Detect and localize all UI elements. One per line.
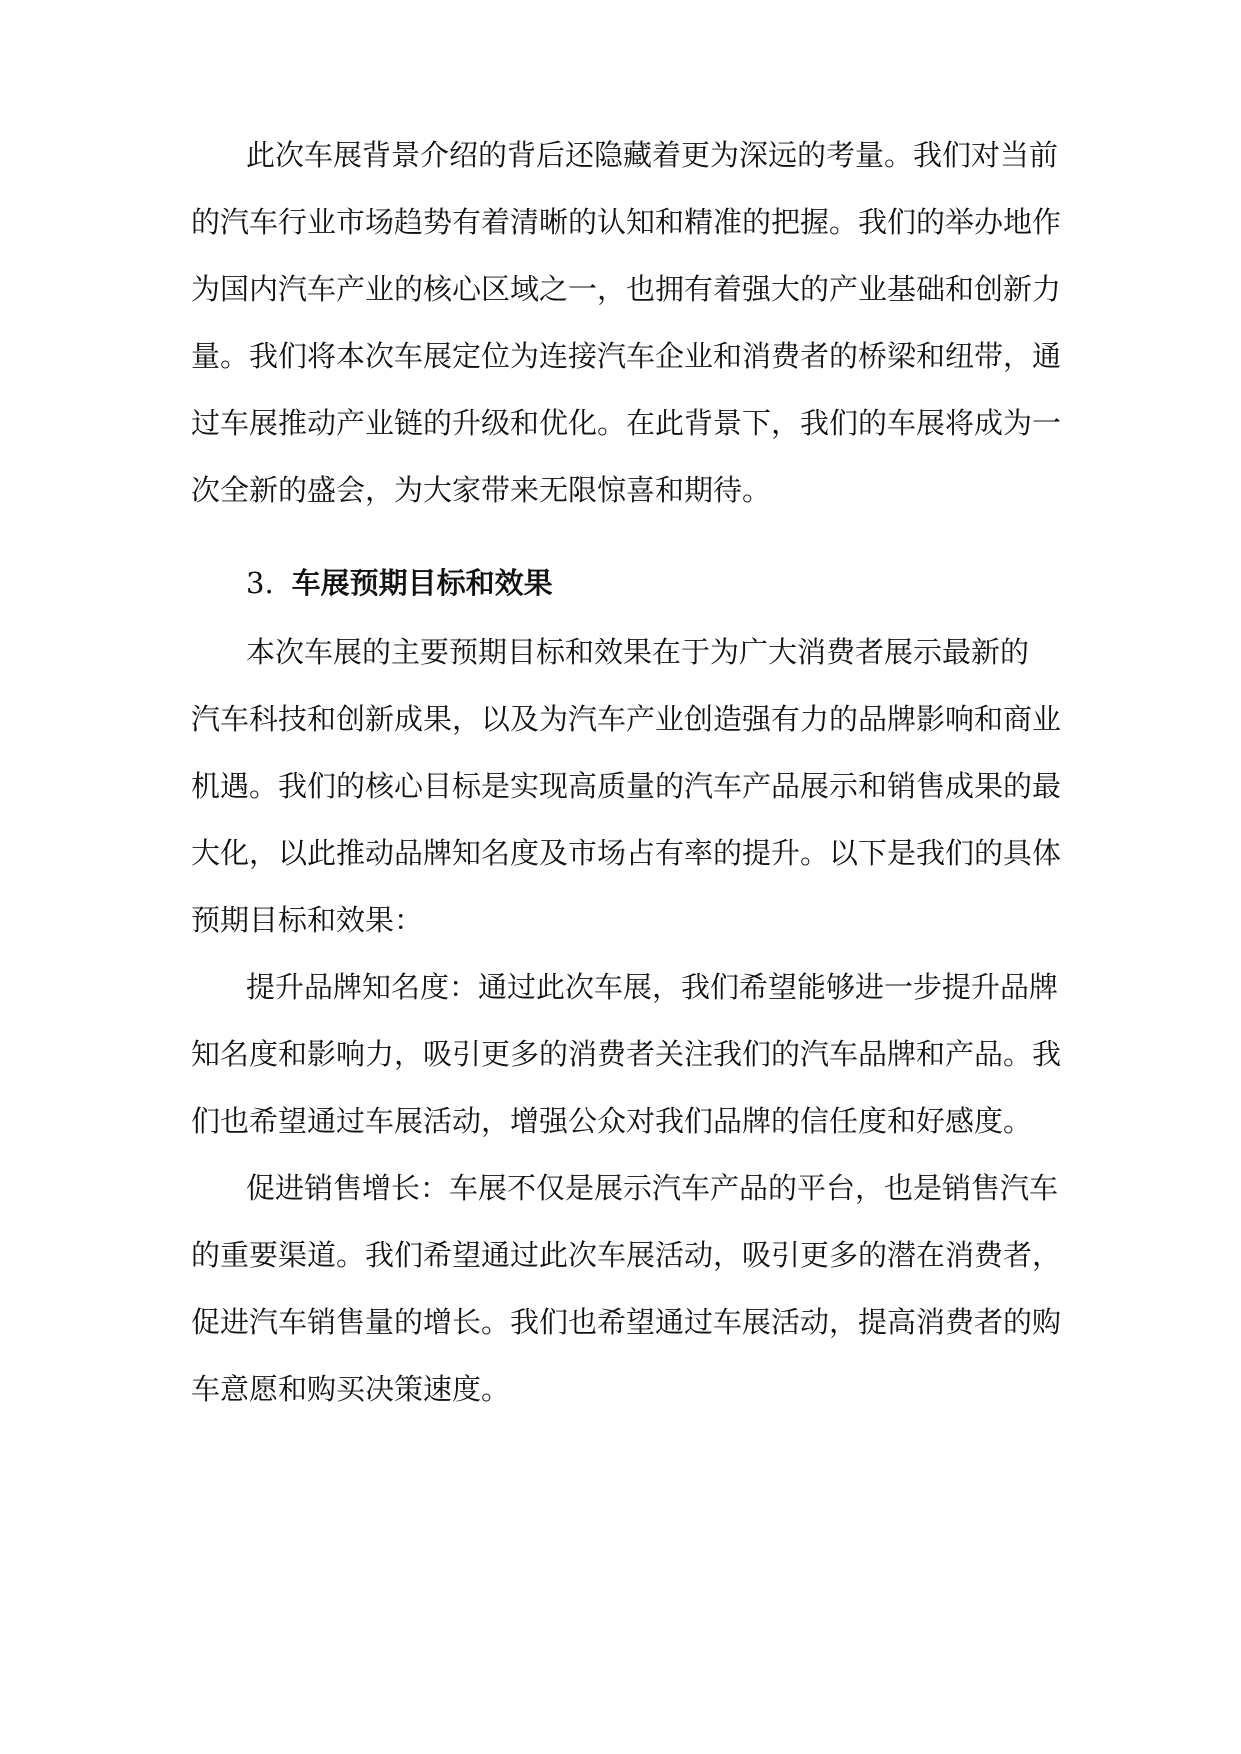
paragraph-1-line-3: 为国内汽车产业的核心区域之一，也拥有着强大的产业基础和创新力 [191, 272, 1062, 306]
paragraph-3-line-3: 们也希望通过车展活动，增强公众对我们品牌的信任度和好感度。 [191, 1104, 1033, 1138]
paragraph-3-line-2: 知名度和影响力，吸引更多的消费者关注我们的汽车品牌和产品。我 [191, 1037, 1062, 1071]
paragraph-3-line-1: 提升品牌知名度：通过此次车展，我们希望能够进一步提升品牌 [246, 970, 1059, 1004]
paragraph-4-line-2: 的重要渠道。我们希望通过此次车展活动，吸引更多的潜在消费者， [191, 1238, 1062, 1272]
section-number: 3. [246, 566, 274, 600]
paragraph-2-line-2: 汽车科技和创新成果，以及为汽车产业创造强有力的品牌影响和商业 [191, 702, 1062, 736]
paragraph-4-line-3: 促进汽车销售量的增长。我们也希望通过车展活动，提高消费者的购 [191, 1305, 1062, 1339]
section-heading [246, 565, 553, 601]
paragraph-1-line-4: 量。我们将本次车展定位为连接汽车企业和消费者的桥梁和纽带，通 [191, 339, 1062, 373]
section-title: 车展预期目标和效果 [291, 566, 553, 600]
paragraph-4-line-1: 促进销售增长：车展不仅是展示汽车产品的平台，也是销售汽车 [246, 1171, 1059, 1205]
paragraph-2-line-3: 机遇。我们的核心目标是实现高质量的汽车产品展示和销售成果的最 [191, 769, 1062, 803]
paragraph-1-line-5: 过车展推动产业链的升级和优化。在此背景下，我们的车展将成为一 [191, 406, 1062, 440]
paragraph-1-line-1: 此次车展背景介绍的背后还隐藏着更为深远的考量。我们对当前 [246, 138, 1059, 172]
paragraph-1-line-6: 次全新的盛会，为大家带来无限惊喜和期待。 [191, 473, 772, 507]
paragraph-2-line-1: 本次车展的主要预期目标和效果在于为广大消费者展示最新的 [246, 635, 1030, 669]
paragraph-4-line-4: 车意愿和购买决策速度。 [191, 1372, 511, 1406]
paragraph-2-line-4: 大化，以此推动品牌知名度及市场占有率的提升。以下是我们的具体 [191, 836, 1062, 870]
paragraph-2-line-5: 预期目标和效果： [191, 903, 424, 937]
paragraph-1-line-2: 的汽车行业市场趋势有着清晰的认知和精准的把握。我们的举办地作 [191, 205, 1062, 239]
